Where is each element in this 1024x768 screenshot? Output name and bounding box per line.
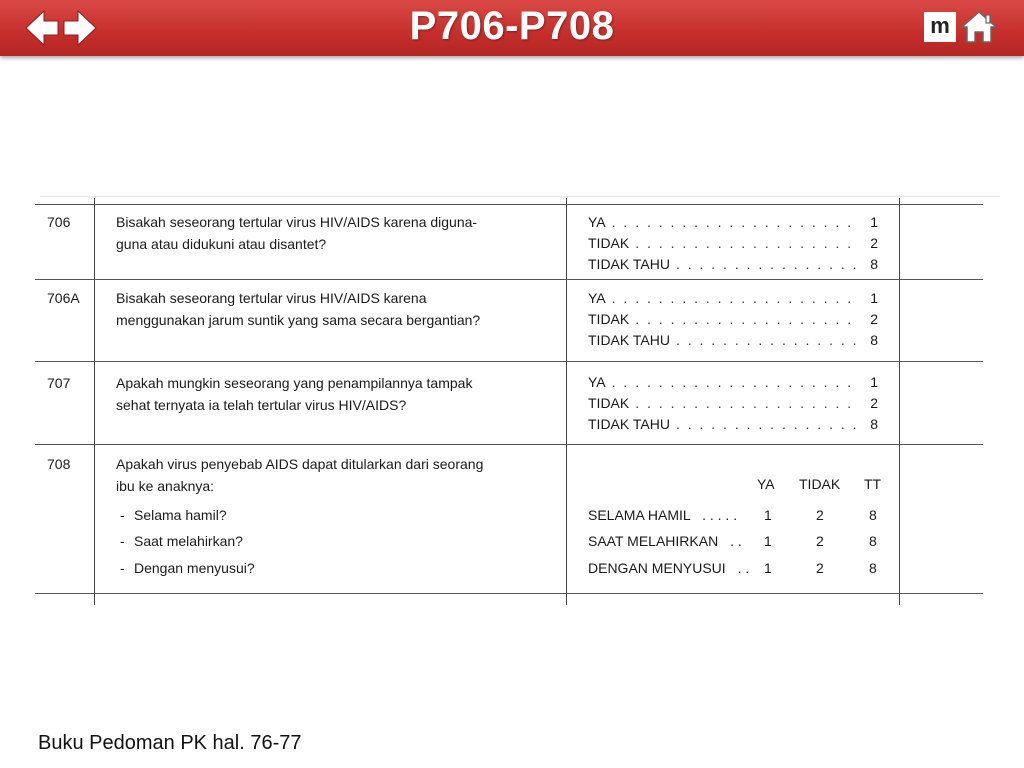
dot-leader: . .: [737, 560, 750, 576]
dot-leader: [676, 330, 858, 351]
column-header-tidak: TIDAK: [799, 476, 841, 492]
code-tt[interactable]: 8: [869, 533, 877, 549]
sub-item-label: Selama hamil?: [134, 507, 227, 523]
answer-option[interactable]: [588, 254, 878, 275]
dot-leader: [676, 254, 858, 275]
dot-leader: [612, 288, 858, 309]
col-divider-1: [94, 198, 95, 605]
dot-leader: . . . . .: [702, 507, 738, 523]
row-divider-706a: [35, 361, 983, 362]
home-icon[interactable]: [960, 10, 998, 44]
sub-item: - Dengan menyusui?: [120, 560, 255, 576]
question-text-line: Bisakah seseorang tertular virus HIV/AIDS karena diguna-: [116, 214, 478, 230]
page-title: P706-P708: [409, 4, 615, 48]
option-code: 1: [870, 290, 878, 306]
answer-option[interactable]: [588, 309, 878, 330]
code-ya[interactable]: 1: [764, 507, 772, 523]
header-bar: [0, 0, 1024, 56]
question-text-line: guna atau didukuni atau disantet?: [116, 236, 327, 252]
dot-leader: [635, 393, 858, 414]
option-label: YA: [588, 290, 606, 306]
row-divider-708: [35, 593, 983, 594]
sub-answer-label: SAAT MELAHIRKAN: [588, 533, 719, 549]
question-text: [116, 211, 556, 255]
question-text-line: ibu ke anaknya:: [116, 478, 215, 494]
dot-leader: [612, 372, 858, 393]
question-text: [116, 287, 556, 331]
question-text: [116, 453, 556, 497]
sub-item: - Saat melahirkan?: [120, 533, 243, 549]
column-header-ya: YA: [757, 476, 775, 492]
menu-button[interactable]: m: [924, 12, 956, 42]
code-tidak[interactable]: 2: [816, 507, 824, 523]
option-code: 1: [870, 214, 878, 230]
sub-answer-row: [588, 560, 749, 576]
question-number: 706A: [47, 290, 80, 306]
option-label: YA: [588, 374, 606, 390]
option-code: 1: [870, 374, 878, 390]
answer-options: [588, 288, 878, 351]
question-text-line: Bisakah seseorang tertular virus HIV/AIDS karena: [116, 290, 427, 306]
answer-options: [588, 212, 878, 275]
answer-option[interactable]: [588, 330, 878, 351]
code-tidak[interactable]: 2: [816, 533, 824, 549]
option-code: 8: [870, 416, 878, 432]
answer-option[interactable]: [588, 414, 878, 435]
question-text-line: Apakah virus penyebab AIDS dapat ditularkan dari seorang: [116, 456, 484, 472]
option-label: TIDAK TAHU: [588, 416, 670, 432]
dot-leader: [612, 212, 858, 233]
answer-option[interactable]: [588, 233, 878, 254]
option-code: 8: [870, 256, 878, 272]
code-tidak[interactable]: 2: [816, 560, 824, 576]
question-text: [116, 372, 556, 416]
option-label: TIDAK: [588, 311, 630, 327]
answer-options: [588, 372, 878, 435]
option-code: 8: [870, 332, 878, 348]
dot-leader: [635, 233, 858, 254]
option-code: 2: [870, 235, 878, 251]
question-text-line: Apakah mungkin seseorang yang penampilannya tampak: [116, 375, 473, 391]
question-number: 707: [47, 375, 71, 391]
dot-leader: [676, 414, 858, 435]
option-label: TIDAK TAHU: [588, 256, 670, 272]
code-tt[interactable]: 8: [869, 560, 877, 576]
footer-reference: Buku Pedoman PK hal. 76-77: [38, 732, 302, 754]
dot-leader: [635, 309, 858, 330]
answer-option[interactable]: [588, 393, 878, 414]
option-label: TIDAK TAHU: [588, 332, 670, 348]
sub-answer-label: DENGAN MENYUSUI: [588, 560, 726, 576]
answer-option[interactable]: [588, 372, 878, 393]
sub-answer-label: SELAMA HAMIL: [588, 507, 691, 523]
question-number: 706: [47, 214, 71, 230]
code-ya[interactable]: 1: [764, 533, 772, 549]
column-header-tt: TT: [864, 476, 882, 492]
sub-answer-row: [588, 507, 737, 523]
col-divider-3: [899, 198, 900, 605]
sub-answer-row: [588, 533, 742, 549]
row-divider-706: [35, 279, 983, 280]
code-ya[interactable]: 1: [764, 560, 772, 576]
option-code: 2: [870, 311, 878, 327]
option-label: TIDAK: [588, 395, 630, 411]
question-text-line: sehat ternyata ia telah tertular virus HIV/AIDS?: [116, 397, 407, 413]
question-text-line: menggunakan jarum suntik yang sama secara bergantian?: [116, 312, 481, 328]
dot-leader: . .: [730, 533, 742, 549]
row-divider-707: [35, 444, 983, 445]
header-right-icons: [924, 10, 998, 44]
option-label: TIDAK: [588, 235, 630, 251]
answer-option[interactable]: [588, 212, 878, 233]
col-divider-2: [566, 198, 567, 605]
question-number: 708: [47, 456, 71, 472]
sub-item-label: Saat melahirkan?: [134, 533, 243, 549]
sub-item: - Selama hamil?: [120, 507, 227, 523]
option-label: YA: [588, 214, 606, 230]
option-code: 2: [870, 395, 878, 411]
row-divider-top: [35, 204, 983, 205]
code-tt[interactable]: 8: [869, 507, 877, 523]
answer-option[interactable]: [588, 288, 878, 309]
table-top-fade-line: [40, 196, 1000, 197]
sub-item-label: Dengan menyusui?: [134, 560, 255, 576]
